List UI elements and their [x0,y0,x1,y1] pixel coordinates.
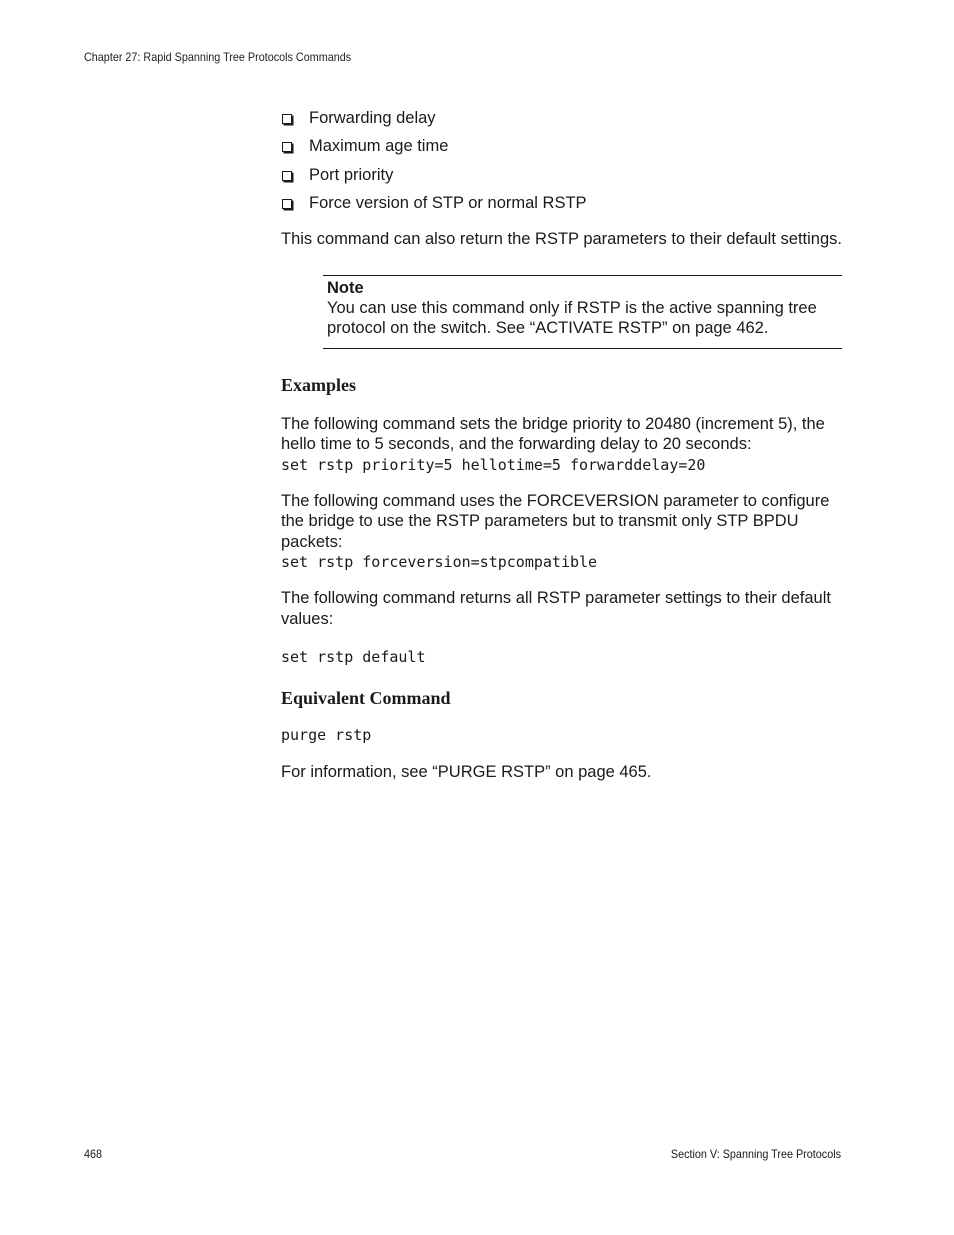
parameter-list [281,107,843,220]
list-item-text: Maximum age time [309,137,449,156]
example-command: set rstp default [281,648,426,667]
example-command: set rstp priority=5 hellotime=5 forwarddelay=20 [281,455,706,474]
note-box [323,275,842,349]
examples-heading: Examples [281,374,357,395]
list-item [281,107,843,135]
list-item-text: Force version of STP or normal RSTP [309,193,587,212]
example-description: The following command uses the FORCEVERSION parameter to configure the bridge to use the RSTP parameters but to transmit only STP BPDU packets: [281,491,830,551]
example-command: set rstp forceversion=stpcompatible [281,553,598,572]
note-text: You can use this command only if RSTP is the active spanning tree protocol on the switch. See “ACTIVATE RSTP” on page 462. [327,298,817,338]
equivalent-command-heading: Equivalent Command [281,688,451,709]
page-number: 468 [84,1147,103,1161]
note-title: Note [327,278,364,297]
example-description: The following command returns all RSTP parameter settings to their default values: [281,589,831,628]
list-item-text: Port priority [309,165,394,184]
checkbox-bullet-icon [282,199,292,209]
list-item-text: Forwarding delay [309,109,436,127]
checkbox-bullet-icon [282,171,292,181]
equivalent-info: For information, see “PURGE RSTP” on page 465. [281,763,652,782]
main-content [281,107,843,783]
checkbox-bullet-icon [282,114,292,124]
section-footer: Section V: Spanning Tree Protocols [670,1147,841,1161]
list-item [281,164,843,192]
list-item [281,192,843,220]
equivalent-command-code: purge rstp [281,726,372,745]
chapter-header: Chapter 27: Rapid Spanning Tree Protocols Commands [84,50,352,64]
example-description: The following command sets the bridge priority to 20480 (increment 5), the hello time to 5 seconds, and the forwarding delay to 20 seconds: [281,414,825,454]
intro-paragraph: This command can also return the RSTP parameters to their default settings. [281,230,842,249]
checkbox-bullet-icon [282,142,292,152]
list-item [281,135,843,163]
